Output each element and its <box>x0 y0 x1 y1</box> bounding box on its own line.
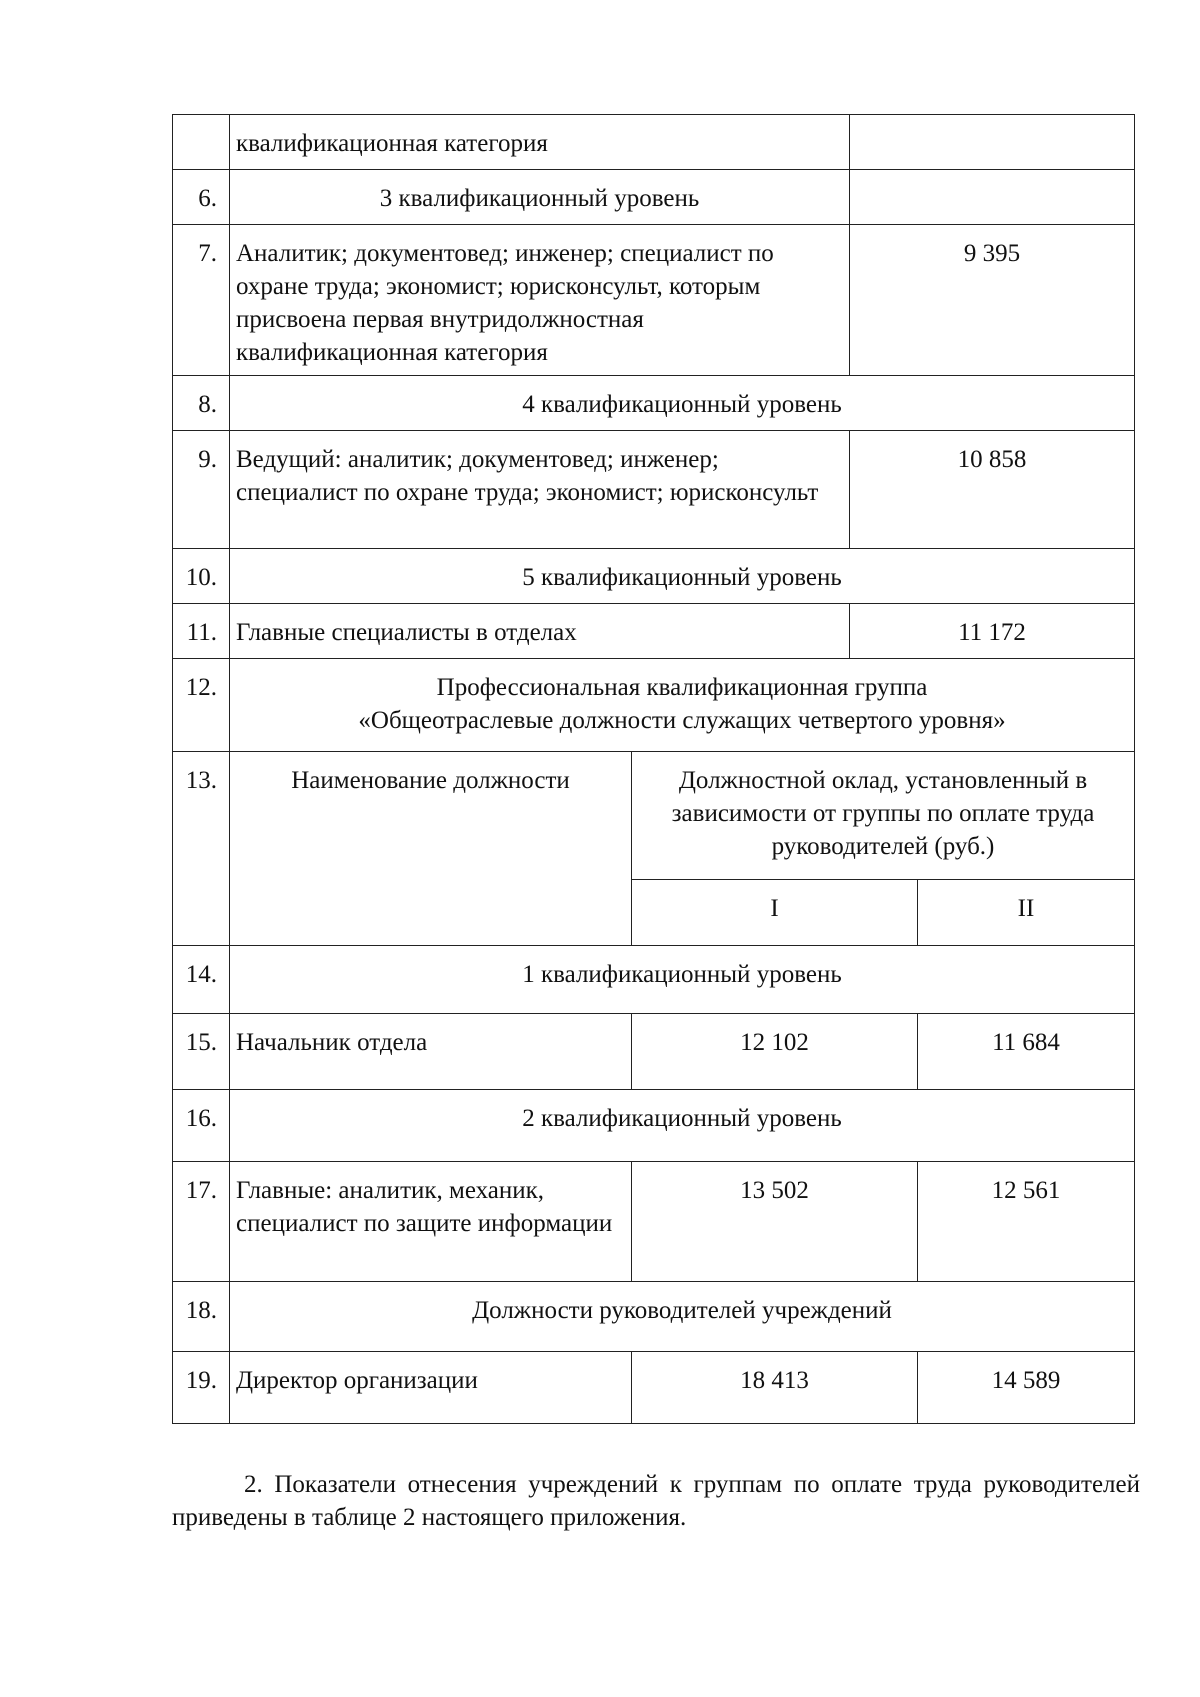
table-row <box>173 376 1135 431</box>
group-title-line-2: «Общеотраслевые должности служащих четвертого уровня» <box>358 707 1006 734</box>
table-row <box>173 1162 1135 1282</box>
table-row <box>173 1352 1135 1424</box>
salary-group-2-cell: 14 589 <box>918 1352 1135 1424</box>
position-cell: Аналитик; документовед; инженер; специалист по охране труда; экономист; юрисконсульт, которым присвоена первая внутридолжностная квалификационная категория <box>230 225 850 376</box>
position-cell: Директор организации <box>230 1352 632 1424</box>
number-cell: 17. <box>173 1162 230 1282</box>
position-cell: Главные: аналитик, механик, специалист по защите информации <box>230 1162 632 1282</box>
level-cell: 3 квалификационный уровень <box>230 170 850 225</box>
number-cell: 18. <box>173 1282 230 1352</box>
table-row <box>173 1282 1135 1352</box>
level-cell: 1 квалификационный уровень <box>230 946 1135 1014</box>
salary-cell <box>850 115 1135 170</box>
salary-group-1-cell: 13 502 <box>632 1162 918 1282</box>
salary-group-1-cell: 12 102 <box>632 1014 918 1090</box>
position-cell: Начальник отдела <box>230 1014 632 1090</box>
number-cell: 8. <box>173 376 230 431</box>
position-cell: квалификационная категория <box>230 115 850 170</box>
number-cell <box>173 115 230 170</box>
number-cell: 19. <box>173 1352 230 1424</box>
column-header-position: Наименование должности <box>230 752 632 946</box>
level-cell: Должности руководителей учреждений <box>230 1282 1135 1352</box>
number-cell: 7. <box>173 225 230 376</box>
salary-group-1-cell: 18 413 <box>632 1352 918 1424</box>
salary-cell <box>850 170 1135 225</box>
salary-table <box>172 114 1135 1424</box>
number-cell: 9. <box>173 431 230 549</box>
table-row <box>173 1014 1135 1090</box>
body-paragraph: 2. Показатели отнесения учреждений к группам по оплате труда руководителей приведены в таблице 2 настоящего приложения. <box>172 1471 1140 1531</box>
salary-cell: 9 395 <box>850 225 1135 376</box>
salary-cell: 10 858 <box>850 431 1135 549</box>
table-row <box>173 659 1135 752</box>
position-cell: Главные специалисты в отделах <box>230 604 850 659</box>
salary-group-2-cell: 12 561 <box>918 1162 1135 1282</box>
salary-cell: 11 172 <box>850 604 1135 659</box>
group-title-line-1: Профессиональная квалификационная группа <box>436 674 928 701</box>
level-cell: 2 квалификационный уровень <box>230 1090 1135 1162</box>
table-row <box>173 752 1135 880</box>
table-row <box>173 170 1135 225</box>
table-row <box>173 946 1135 1014</box>
table-row <box>173 1090 1135 1162</box>
table-row <box>173 431 1135 549</box>
number-cell: 13. <box>173 752 230 946</box>
number-cell: 6. <box>173 170 230 225</box>
level-cell: 4 квалификационный уровень <box>230 376 1135 431</box>
number-cell: 10. <box>173 549 230 604</box>
column-header-salary: Должностной оклад, установленный в зависимости от группы по оплате труда руководителей (руб.) <box>632 752 1135 880</box>
level-cell: 5 квалификационный уровень <box>230 549 1135 604</box>
column-header-group-2: II <box>918 880 1135 946</box>
number-cell: 15. <box>173 1014 230 1090</box>
table-row <box>173 604 1135 659</box>
table-row <box>173 225 1135 376</box>
group-title-cell <box>230 659 1135 752</box>
column-header-group-1: I <box>632 880 918 946</box>
number-cell: 12. <box>173 659 230 752</box>
number-cell: 16. <box>173 1090 230 1162</box>
table-row <box>173 549 1135 604</box>
table-row <box>173 115 1135 170</box>
number-cell: 14. <box>173 946 230 1014</box>
salary-group-2-cell: 11 684 <box>918 1014 1135 1090</box>
number-cell: 11. <box>173 604 230 659</box>
position-cell: Ведущий: аналитик; документовед; инженер; специалист по охране труда; экономист; юрисконсульт <box>230 431 850 549</box>
